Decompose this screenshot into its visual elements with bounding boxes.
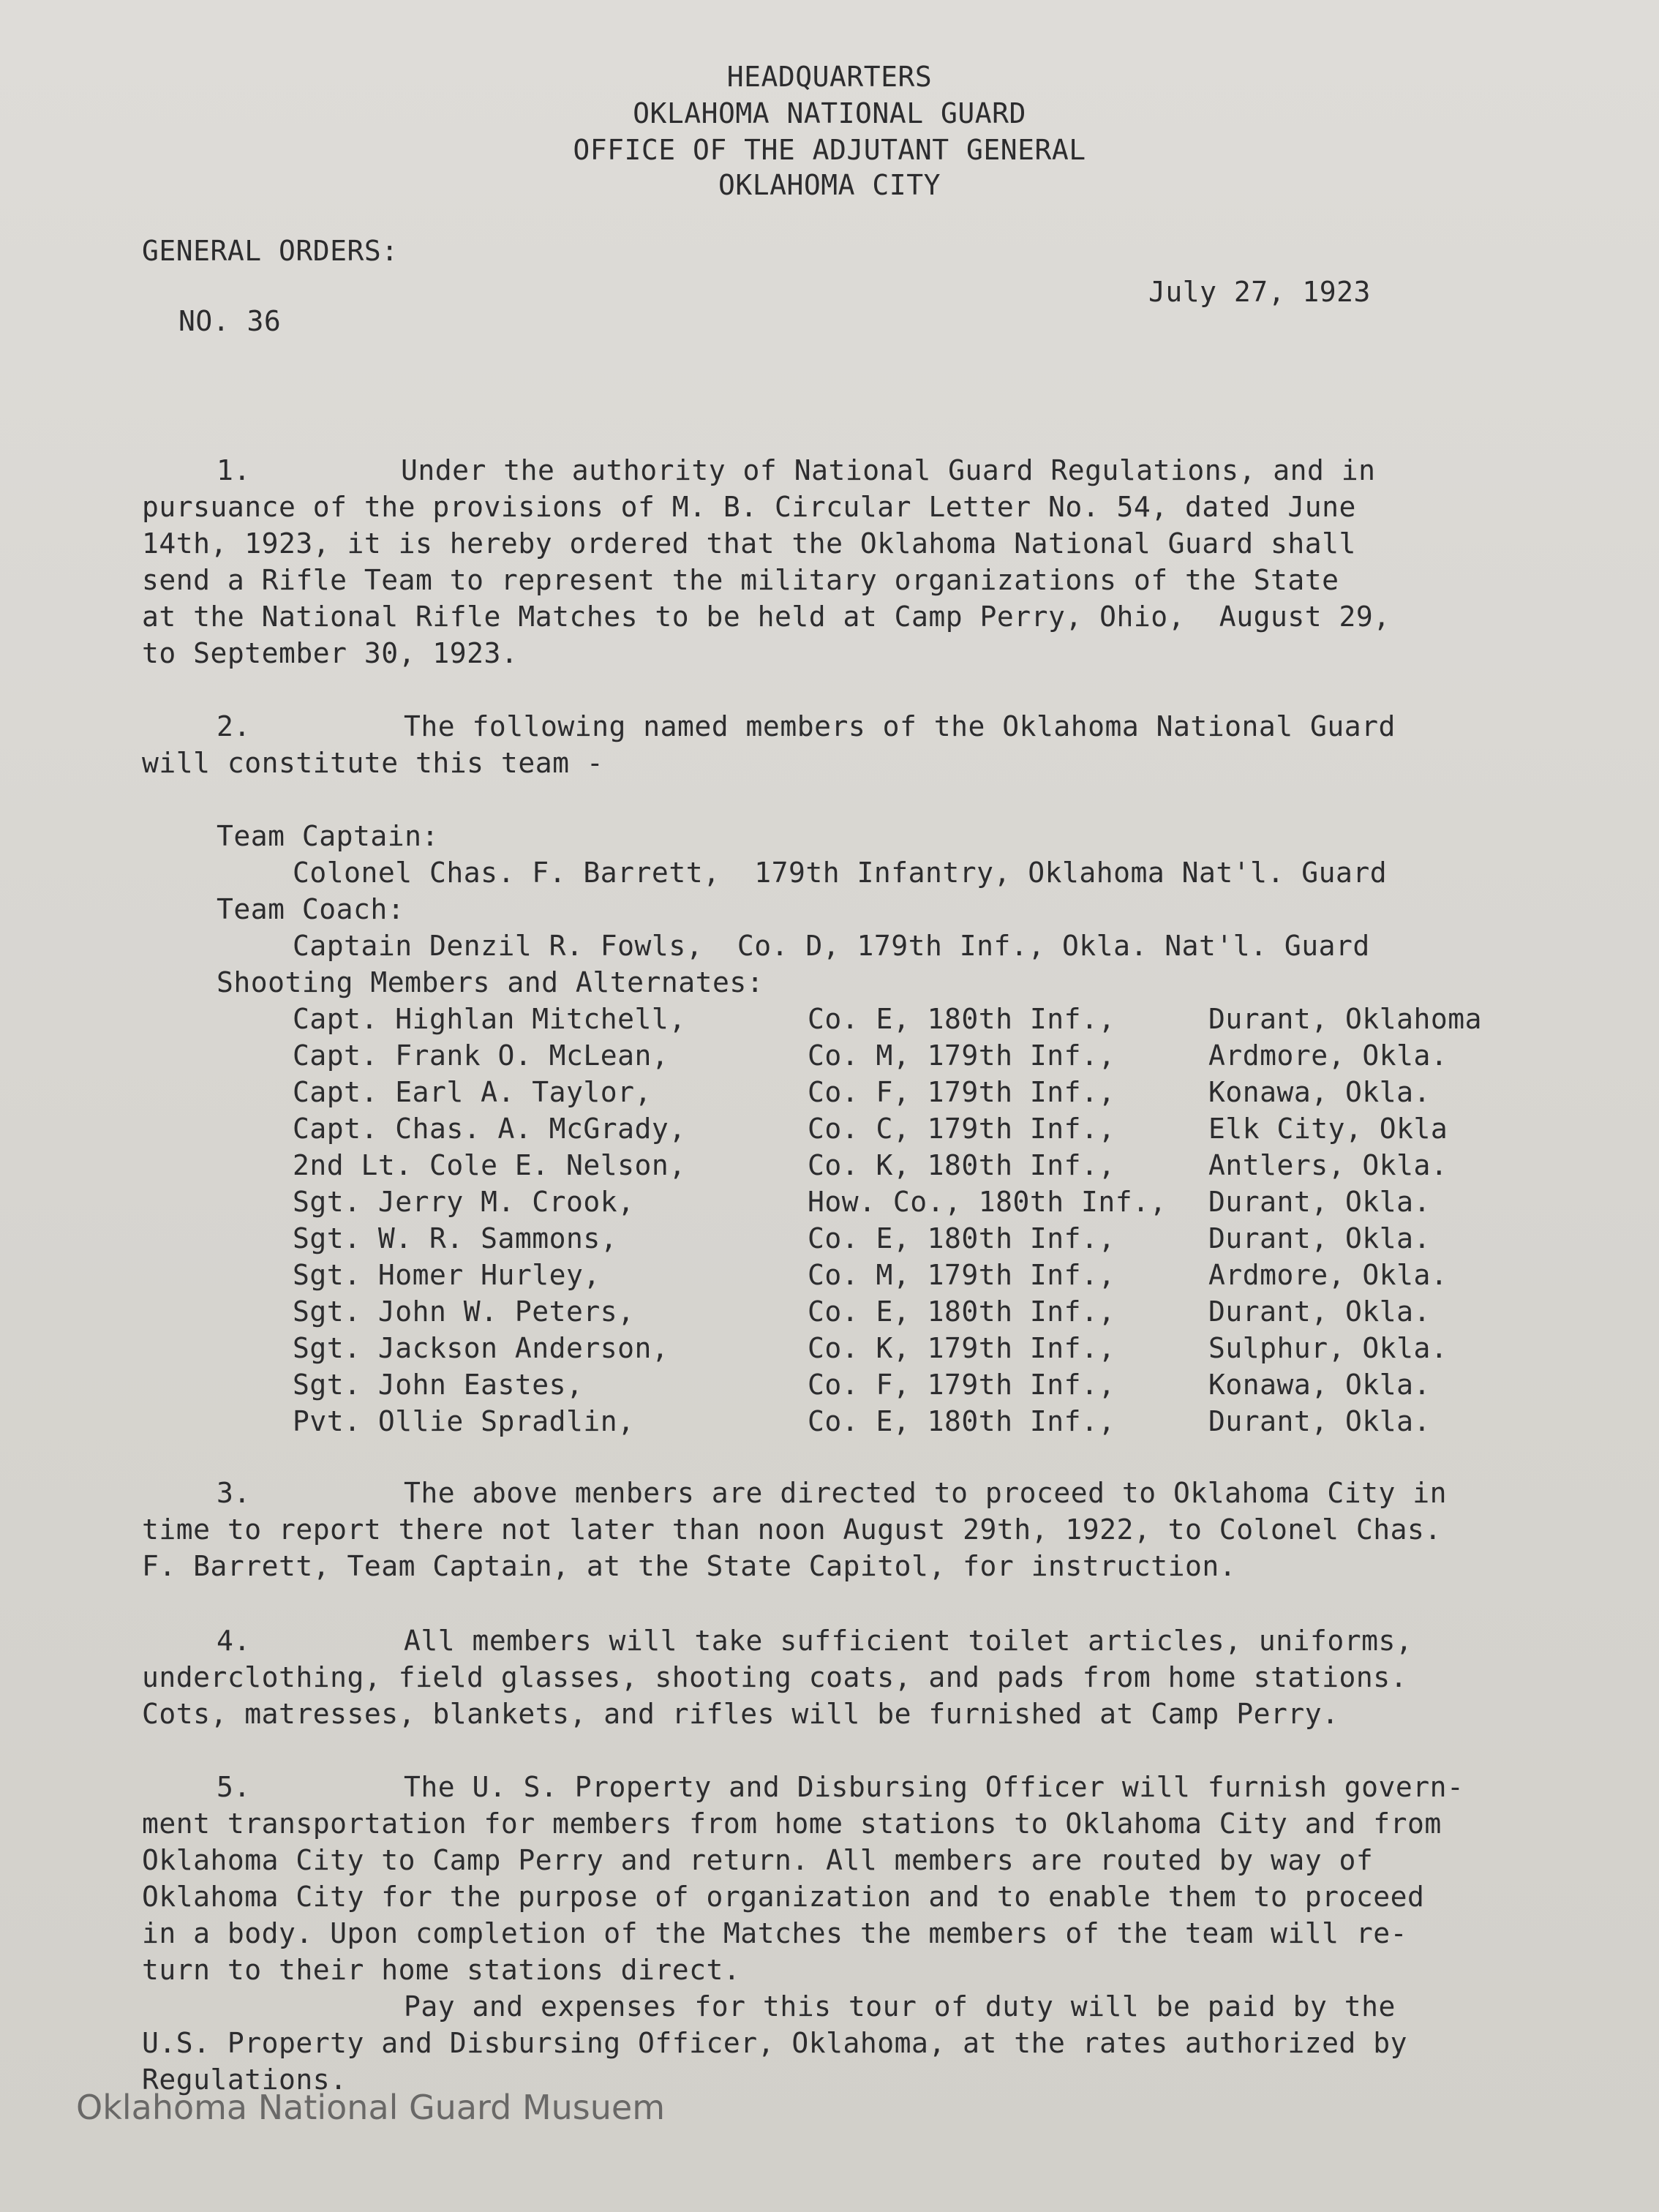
header-organization: OKLAHOMA NATIONAL GUARD xyxy=(633,97,1026,129)
para4-line: All members will take sufficient toilet articles, uniforms, xyxy=(404,1625,1413,1657)
para1-line: at the National Rifle Matches to be held at Camp Perry, Ohio, August 29, xyxy=(142,601,1391,633)
member-name: Capt. Earl A. Taylor, xyxy=(293,1076,652,1108)
member-town: Durant, Okla. xyxy=(1208,1222,1431,1254)
para4-line: underclothing, field glasses, shooting coats, and pads from home stations. xyxy=(142,1661,1407,1693)
para1-line: pursuance of the provisions of M. B. Circular Letter No. 54, dated June xyxy=(142,491,1356,523)
member-town: Konawa, Okla. xyxy=(1208,1369,1431,1401)
para2-line: The following named members of the Oklahoma National Guard xyxy=(404,710,1396,742)
member-name: Sgt. Jerry M. Crook, xyxy=(293,1186,635,1218)
member-name: Sgt. John W. Peters, xyxy=(293,1295,635,1328)
para4-line: Cots, matresses, blankets, and rifles will be furnished at Camp Perry. xyxy=(142,1698,1339,1730)
member-unit: Co. C, 179th Inf., xyxy=(808,1113,1116,1145)
member-name: Sgt. Jackson Anderson, xyxy=(293,1332,669,1364)
para3-line: time to report there not later than noon August 29th, 1922, to Colonel Chas. xyxy=(142,1513,1442,1546)
member-name: Pvt. Ollie Spradlin, xyxy=(293,1405,635,1437)
member-town: Ardmore, Okla. xyxy=(1208,1259,1448,1291)
member-unit: Co. M, 179th Inf., xyxy=(808,1259,1116,1291)
member-unit: Co. M, 179th Inf., xyxy=(808,1039,1116,1072)
para5-line: in a body. Upon completion of the Matches the members of the team will re- xyxy=(142,1917,1407,1949)
para3-number: 3. xyxy=(217,1477,251,1509)
team-coach-label: Team Coach: xyxy=(217,893,405,925)
member-unit: Co. K, 179th Inf., xyxy=(808,1332,1116,1364)
member-town: Durant, Okla. xyxy=(1208,1186,1431,1218)
order-date: July 27, 1923 xyxy=(1148,276,1371,308)
para5-line: turn to their home stations direct. xyxy=(142,1954,741,1986)
member-unit: Co. E, 180th Inf., xyxy=(808,1295,1116,1328)
para2-line: will constitute this team - xyxy=(142,747,604,779)
members-label: Shooting Members and Alternates: xyxy=(217,966,764,998)
para5-line: Oklahoma City to Camp Perry and return. All members are routed by way of xyxy=(142,1844,1374,1876)
member-unit: Co. E, 180th Inf., xyxy=(808,1003,1116,1035)
order-number: NO. 36 xyxy=(178,305,282,337)
member-name: Capt. Highlan Mitchell, xyxy=(293,1003,686,1035)
member-town: Durant, Okla. xyxy=(1208,1405,1431,1437)
para3-line: F. Barrett, Team Captain, at the State Capitol, for instruction. xyxy=(142,1550,1237,1582)
pay-line: Pay and expenses for this tour of duty will be paid by the xyxy=(404,1990,1396,2023)
member-name: Sgt. John Eastes, xyxy=(293,1369,584,1401)
member-town: Durant, Oklahoma xyxy=(1208,1003,1483,1035)
para5-line: The U. S. Property and Disbursing Officer will furnish govern- xyxy=(404,1771,1464,1803)
para1-number: 1. xyxy=(217,454,251,486)
member-unit: Co. E, 180th Inf., xyxy=(808,1405,1116,1437)
team-captain: Colonel Chas. F. Barrett, 179th Infantry, Oklahoma Nat'l. Guard xyxy=(293,857,1388,889)
member-town: Konawa, Okla. xyxy=(1208,1076,1431,1108)
member-town: Sulphur, Okla. xyxy=(1208,1332,1448,1364)
member-unit: Co. K, 180th Inf., xyxy=(808,1149,1116,1181)
member-town: Antlers, Okla. xyxy=(1208,1149,1448,1181)
member-unit: Co. F, 179th Inf., xyxy=(808,1369,1116,1401)
member-town: Elk City, Okla xyxy=(1208,1113,1448,1145)
member-name: 2nd Lt. Cole E. Nelson, xyxy=(293,1149,686,1181)
member-town: Durant, Okla. xyxy=(1208,1295,1431,1328)
pay-line: Regulations. xyxy=(142,2064,347,2096)
member-name: Sgt. W. R. Sammons, xyxy=(293,1222,618,1254)
para3-line: The above menbers are directed to proceed to Oklahoma City in xyxy=(404,1477,1448,1509)
team-coach: Captain Denzil R. Fowls, Co. D, 179th Inf., Okla. Nat'l. Guard xyxy=(293,930,1370,962)
para1-line: 14th, 1923, it is hereby ordered that the Oklahoma National Guard shall xyxy=(142,527,1356,560)
para5-line: Oklahoma City for the purpose of organization and to enable them to proceed xyxy=(142,1881,1425,1913)
para5-number: 5. xyxy=(217,1771,251,1803)
member-name: Capt. Frank O. McLean, xyxy=(293,1039,669,1072)
header-city: OKLAHOMA CITY xyxy=(718,169,941,201)
para1-line: send a Rifle Team to represent the military organizations of the State xyxy=(142,564,1339,596)
team-captain-label: Team Captain: xyxy=(217,820,439,852)
para5-line: ment transportation for members from home stations to Oklahoma City and from xyxy=(142,1807,1442,1840)
member-unit: Co. E, 180th Inf., xyxy=(808,1222,1116,1254)
member-town: Ardmore, Okla. xyxy=(1208,1039,1448,1072)
member-name: Capt. Chas. A. McGrady, xyxy=(293,1113,686,1145)
para1-line: Under the authority of National Guard Regulations, and in xyxy=(401,454,1376,486)
para4-number: 4. xyxy=(217,1625,251,1657)
pay-line: U.S. Property and Disbursing Officer, Oklahoma, at the rates authorized by xyxy=(142,2027,1407,2059)
para1-line: to September 30, 1923. xyxy=(142,637,519,669)
museum-watermark: Oklahoma National Guard Musuem xyxy=(76,2088,666,2127)
general-orders-label: GENERAL ORDERS: xyxy=(142,235,399,267)
header-office: OFFICE OF THE ADJUTANT GENERAL xyxy=(573,134,1086,166)
member-name: Sgt. Homer Hurley, xyxy=(293,1259,601,1291)
member-unit: How. Co., 180th Inf., xyxy=(808,1186,1167,1218)
member-unit: Co. F, 179th Inf., xyxy=(808,1076,1116,1108)
para2-number: 2. xyxy=(217,710,251,742)
header-headquarters: HEADQUARTERS xyxy=(726,61,933,93)
